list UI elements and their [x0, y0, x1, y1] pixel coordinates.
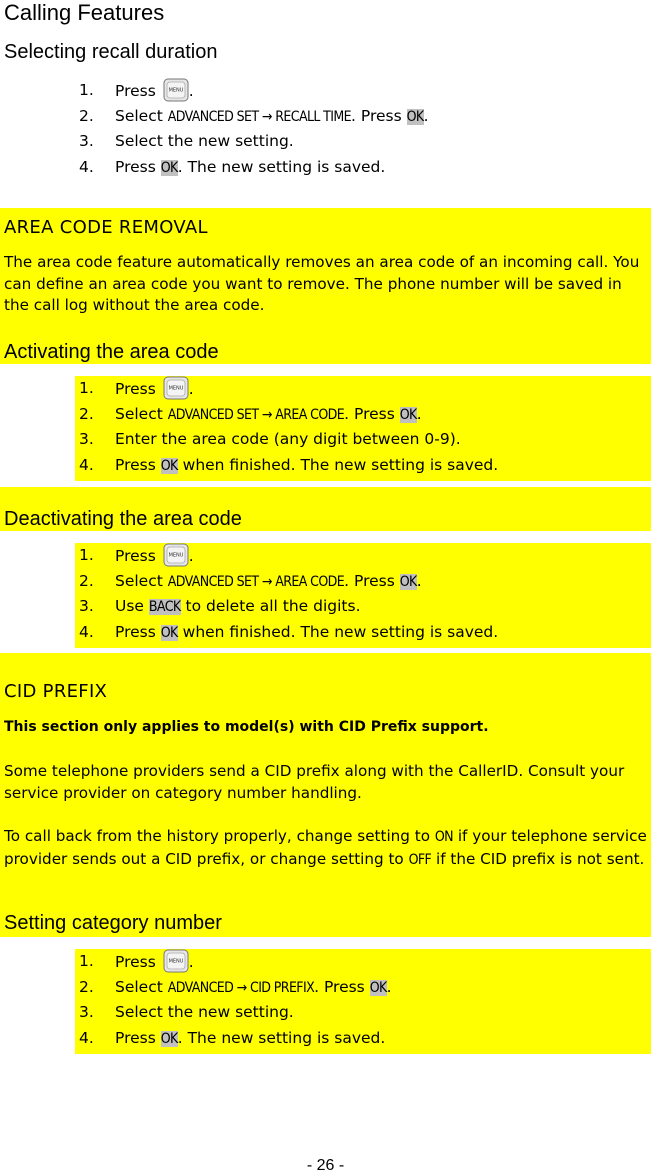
area-code-title: AREA CODE REMOVAL: [4, 217, 208, 238]
menu-key-icon: [163, 78, 189, 102]
key-label: OK: [406, 108, 424, 125]
key-label: OK: [399, 406, 417, 423]
menu-key-icon: [163, 376, 189, 400]
area-code-description: The area code feature automatically removes an area code of an incoming call. You can define an area code you want to remove. The phone number will be saved in the call log without the area code.: [4, 253, 640, 314]
recall-section-title: Selecting recall duration: [4, 41, 218, 63]
recall-steps: [75, 78, 651, 180]
list-item: 2. Select ADVANCED SET → AREA CODE. Press OK.: [79, 404, 422, 423]
key-label: BACK: [148, 599, 181, 615]
list-item: 4. Press OK. The new setting is saved.: [79, 1028, 386, 1047]
activate-steps: [75, 376, 651, 481]
arrow-right-icon: →: [258, 573, 276, 590]
deactivate-title: Deactivating the area code: [4, 508, 242, 530]
list-item: 1. Press MENU .: [75, 376, 651, 402]
list-item: 3. Select the new setting.: [79, 132, 294, 150]
menu-key-icon: [163, 949, 189, 973]
list-item: 2. Select ADVANCED → CID PREFIX. Press OK.: [79, 977, 392, 996]
page-heading: Calling Features: [4, 0, 165, 25]
cid-prefix-note: This section only applies to model(s) with CID Prefix support.: [4, 719, 489, 735]
cid-prefix-title: CID PREFIX: [4, 681, 108, 702]
activate-title: Activating the area code: [4, 341, 219, 363]
list-item: 4. Press OK. The new setting is saved.: [79, 157, 386, 176]
arrow-right-icon: →: [258, 406, 276, 423]
list-item: 2. Select ADVANCED SET → RECALL TIME. Press OK.: [79, 106, 429, 125]
list-item: 3. Use BACK to delete all the digits.: [79, 597, 361, 615]
arrow-right-icon: →: [233, 979, 250, 996]
list-item: 2. Select ADVANCED SET → AREA CODE. Press OK.: [79, 571, 422, 590]
svg-text:MENU: MENU: [168, 958, 184, 965]
setting-category-steps: [75, 949, 651, 1054]
cid-prefix-para1: Some telephone providers send a CID prefix along with the CallerID. Consult your service provider on category number handling.: [4, 762, 625, 802]
list-item: 3. Select the new setting.: [79, 1003, 294, 1021]
list-item: 3. Enter the area code (any digit between 0-9).: [79, 430, 461, 448]
key-label: OK: [160, 1030, 178, 1047]
key-label: OK: [160, 624, 178, 641]
svg-text:MENU: MENU: [168, 552, 184, 559]
key-label: OK: [160, 159, 178, 176]
svg-text:MENU: MENU: [168, 385, 184, 392]
list-item: 4. Press OK when finished. The new setting is saved.: [79, 455, 499, 474]
list-item: 1. Press MENU .: [75, 543, 651, 569]
key-label: OK: [160, 457, 178, 474]
menu-key-icon: [163, 543, 189, 567]
list-item: 1. Press MENU .: [75, 949, 651, 975]
list-item: 4. Press OK when finished. The new setting is saved.: [79, 622, 499, 641]
setting-category-title: Setting category number: [4, 912, 222, 934]
page-number: - 26 -: [306, 1157, 345, 1174]
deactivate-steps: [75, 543, 651, 648]
list-item: 1. Press MENU .: [75, 78, 651, 104]
cid-prefix-para2: To call back from the history properly, change setting to ON if your telephone service provider sends out a CID prefix, or change setting to OFF if the CID prefix is not sent.: [4, 827, 647, 868]
svg-text:MENU: MENU: [168, 87, 184, 94]
key-label: OK: [369, 979, 387, 996]
key-label: OK: [399, 573, 417, 590]
arrow-right-icon: →: [258, 108, 276, 125]
